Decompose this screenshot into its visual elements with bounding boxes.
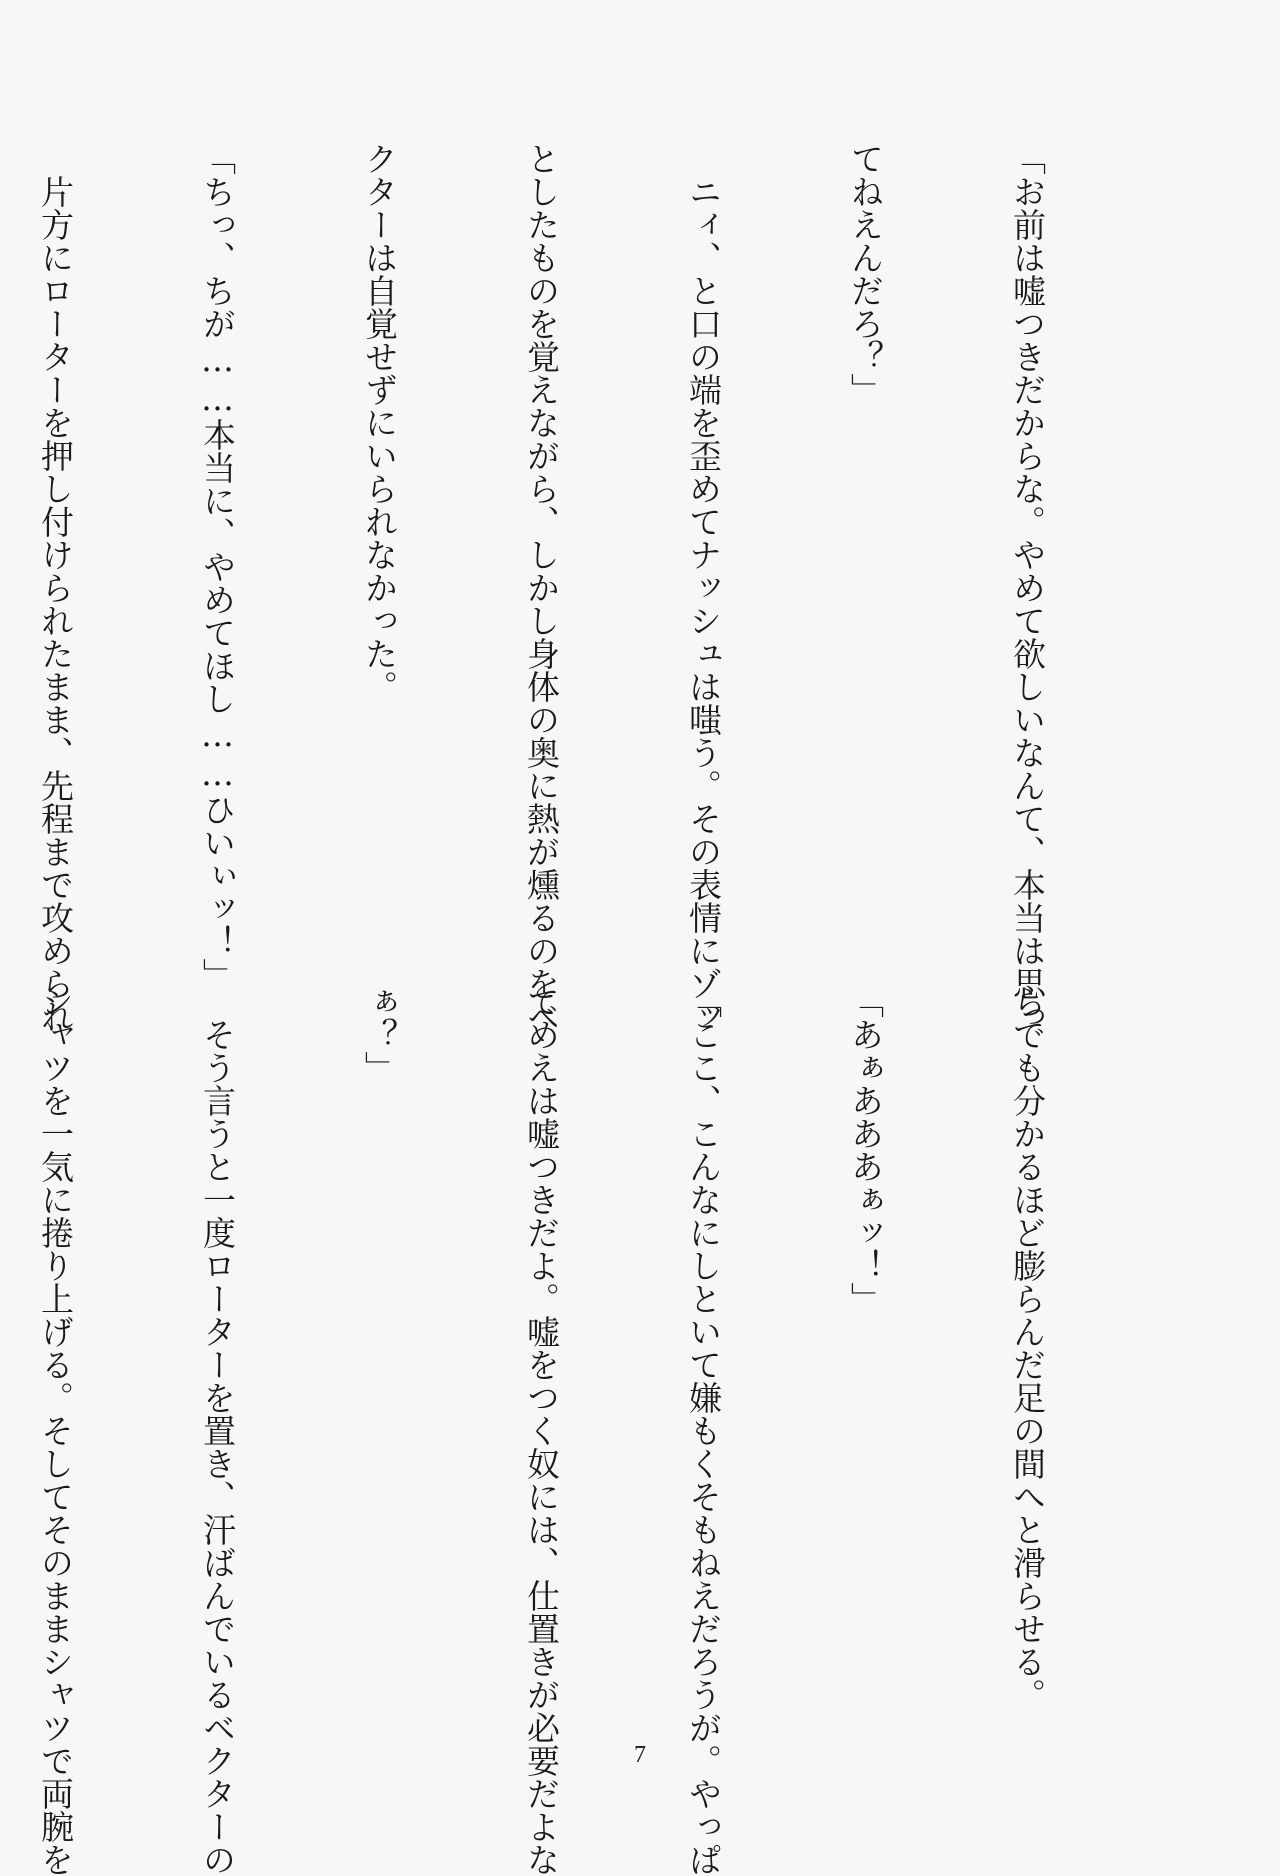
text-line: としたものを覚えながら、しかし身体の奥に熱が燻るのをベ xyxy=(522,142,561,1033)
text-line: らでも分かるほど膨らんだ足の間へと滑らせる。 xyxy=(1008,985,1047,1711)
text-line: ニィ、と口の端を歪めてナッシュは嗤う。その表情にゾッ xyxy=(684,142,723,1033)
lower-text-block xyxy=(36,985,1162,1876)
text-line: ぁ？」 xyxy=(360,985,399,1084)
text-line: 片方にローターを押し付けられたまま、先程まで攻められ xyxy=(36,142,75,1033)
text-line: クターは自覚せずにいられなかった。 xyxy=(360,142,399,703)
text-line: 「ここ、こんなにしといて嫌もくそもねえだろうが。やっぱ xyxy=(684,985,723,1876)
text-line: てめえは嘘つきだよ。嘘をつく奴には、仕置きが必要だよな xyxy=(522,985,561,1876)
text-line: てねえんだろ？」 xyxy=(846,142,885,406)
page-number: 7 xyxy=(634,1742,646,1768)
upper-text-block xyxy=(36,142,1162,1033)
text-line: シャツを一気に捲り上げる。そしてそのままシャツで両腕を xyxy=(36,985,75,1876)
text-line: 「あぁあああぁッ！」 xyxy=(846,985,885,1315)
text-line: そう言うと一度ローターを置き、汗ばんでいるベクターの xyxy=(198,985,237,1876)
text-line: 「お前は嘘つきだからな。やめて欲しいなんて、本当は思っ xyxy=(1008,142,1047,1033)
text-line: 「ちっ、ちが……本当に、やめてほし……ひいぃッ！」 xyxy=(198,142,237,991)
